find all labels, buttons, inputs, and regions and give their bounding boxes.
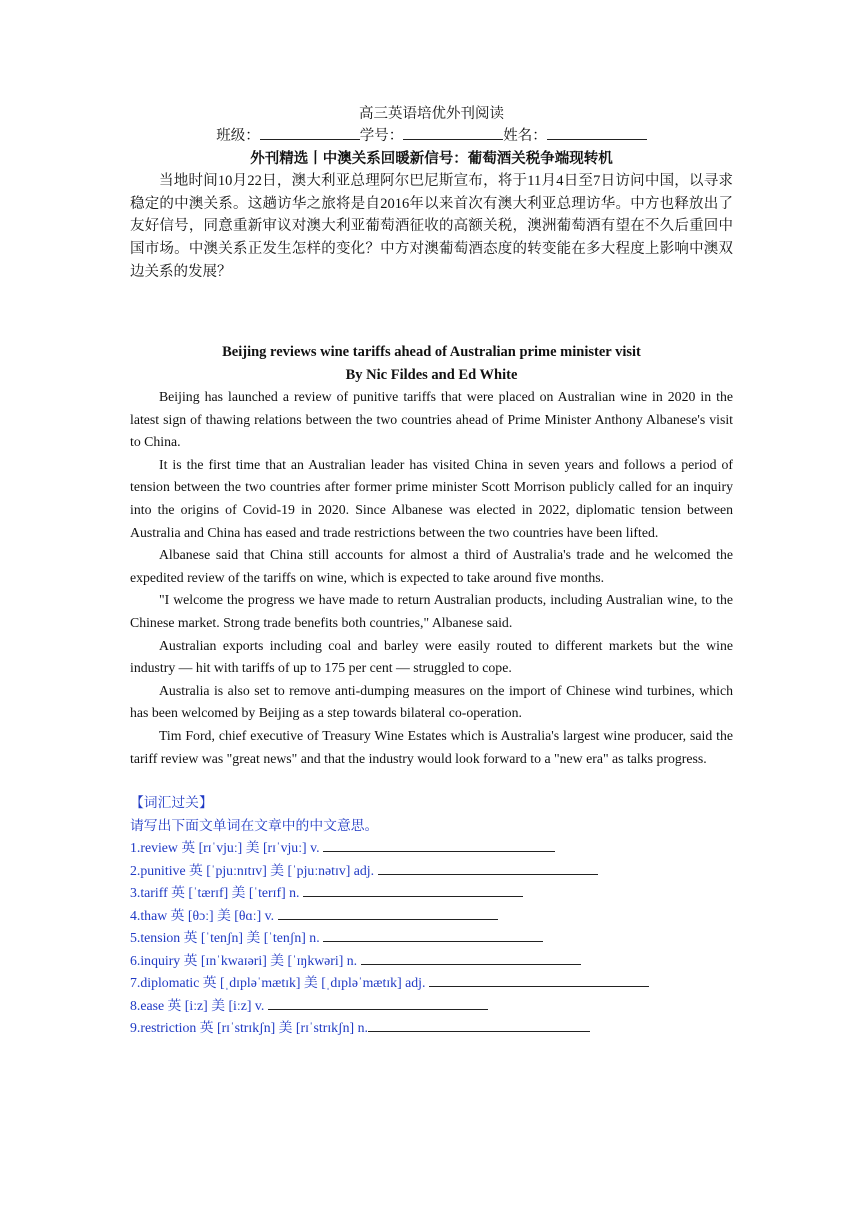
answer-blank[interactable] <box>368 1019 590 1032</box>
intro-paragraph: 当地时间10月22日，澳大利亚总理阿尔巴尼斯宣布，将于11月4日至7日访问中国，以寻求稳定的中澳关系。这趟访华之旅将是自2016年以来首次有澳大利亚总理访华。中方也释放出了友好信号，同意重新审议对澳大利亚葡萄酒征收的高额关税，澳洲葡萄酒有望在不久后重回中国市场。中澳关系正发生怎样的变化？中方对澳葡萄酒态度的转变能在多大程度上影响中澳双边关系的发展？ <box>130 173 733 280</box>
article-paragraph: Australian exports including coal and barley were easily routed to different markets but the wine industry — hit with tariffs of up to 175 per cent — struggled to cope. <box>130 637 733 676</box>
vocab-item <box>130 972 733 995</box>
vocab-item <box>130 860 733 883</box>
student-info-line <box>130 125 733 147</box>
article-paragraph: Beijing has launched a review of punitive tariffs that were placed on Australian wine in 2020 in the latest sign of thawing relations between the two countries ahead of Prime Minister Anthony Albanese's visit to China. <box>130 389 733 450</box>
vocab-item-text: 3.tariff 英 [ˈtærɪf] 美 [ˈterɪf] n. <box>130 885 300 901</box>
intro-heading: 外刊精选丨中澳关系回暖新信号：葡萄酒关税争端现转机 <box>250 150 613 167</box>
vocab-instruction: 请写出下面文单词在文章中的中文意思。 <box>130 817 379 833</box>
vocab-item <box>130 1017 733 1040</box>
class-label: 班级： <box>216 128 260 145</box>
answer-blank[interactable] <box>278 907 498 920</box>
answer-blank[interactable] <box>303 884 523 897</box>
vocab-item-text: 6.inquiry 英 [ɪnˈkwaɪəri] 美 [ˈɪŋkwəri] n. <box>130 952 358 968</box>
vocab-item-text: 1.review 英 [rɪˈvjuː] 美 [rɪˈvjuː] v. <box>130 840 320 856</box>
vocab-item <box>130 995 733 1018</box>
vocab-item-text: 5.tension 英 [ˈtenʃn] 美 [ˈtenʃn] n. <box>130 930 320 946</box>
name-label: 姓名： <box>503 128 547 145</box>
vocab-item <box>130 905 733 928</box>
vocab-list <box>130 837 733 1040</box>
vocab-item-text: 7.diplomatic 英 [ˌdɪpləˈmætɪk] 美 [ˌdɪpləˈmætɪk] adj. <box>130 975 426 991</box>
document-title: 高三英语培优外刊阅读 <box>359 106 504 122</box>
vocab-item-text: 9.restriction 英 [rɪˈstrɪkʃn] 美 [rɪˈstrɪkʃn] n. <box>130 1020 368 1036</box>
article-title: Beijing reviews wine tariffs ahead of Australian prime minister visit <box>222 344 641 361</box>
student-id-blank <box>403 127 503 140</box>
document-page <box>130 103 733 1040</box>
article-byline: By Nic Fildes and Ed White <box>345 366 518 383</box>
vocab-item-text: 4.thaw 英 [θɔː] 美 [θɑː] v. <box>130 907 275 923</box>
vocab-item-text: 2.punitive 英 [ˈpjuːnɪtɪv] 美 [ˈpjuːnətɪv] adj. <box>130 862 375 878</box>
article-paragraph: Albanese said that China still accounts for almost a third of Australia's trade and he welcomed the expedited review of the tariffs on wine, which is expected to take around five months. <box>130 547 733 585</box>
vocab-item-text: 8.ease 英 [iːz] 美 [iːz] v. <box>130 997 265 1013</box>
article-paragraph: Australia is also set to remove anti-dumping measures on the import of Chinese wind turbines, which has been welcomed by Beijing as a step towards bilateral co-operation. <box>130 682 733 721</box>
vocab-item <box>130 950 733 973</box>
answer-blank[interactable] <box>378 862 598 875</box>
answer-blank[interactable] <box>361 952 581 965</box>
class-blank <box>260 127 360 140</box>
answer-blank[interactable] <box>323 929 543 942</box>
answer-blank[interactable] <box>429 974 649 987</box>
vocab-heading: 【词汇过关】 <box>130 795 213 811</box>
vocab-item <box>130 882 733 905</box>
answer-blank[interactable] <box>323 839 555 852</box>
vocab-item <box>130 837 733 860</box>
answer-blank[interactable] <box>268 997 488 1010</box>
article-paragraph: "I welcome the progress we have made to return Australian products, including Australian wine, to the Chinese market. Strong trade benefits both countries," Albanese said. <box>130 592 733 630</box>
name-blank <box>547 127 647 140</box>
student-id-label: 学号： <box>359 128 404 145</box>
article-paragraph: It is the first time that an Australian leader has visited China in seven years and follows a period of tension between the two countries after former prime minister Scott Morrison publicly called for an inquiry into the origins of Covid-19 in 2020. Since Albanese was elected in 2022, diplomatic tension between Australia and China has eased and trade restrictions between the two countries have been lifted. <box>130 456 733 540</box>
vocab-item <box>130 927 733 950</box>
article-paragraph: Tim Ford, chief executive of Treasury Wine Estates which is Australia's largest wine producer, said the tariff review was "great news" and that the industry would look forward to a "new era" as talks progress. <box>130 727 733 766</box>
